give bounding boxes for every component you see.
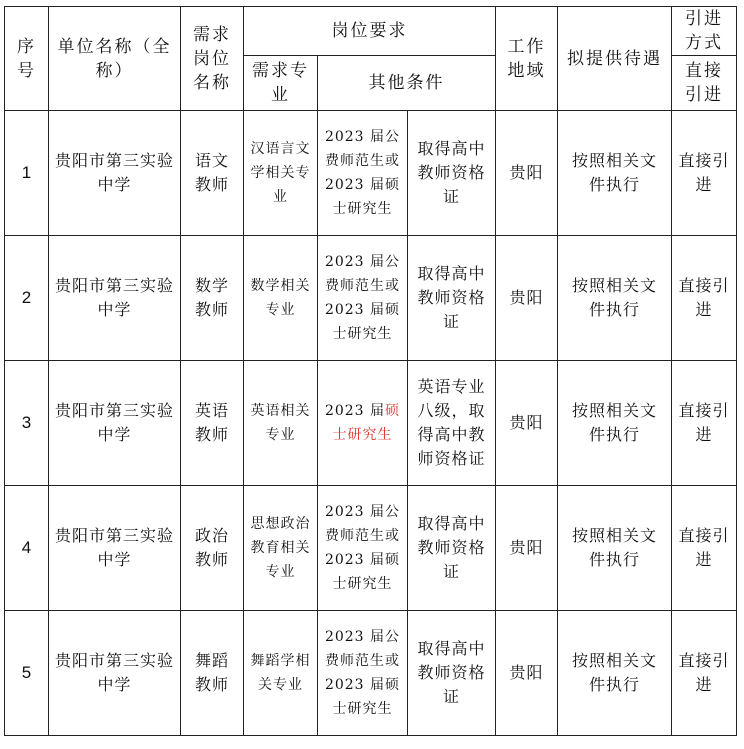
table-row bbox=[5, 361, 737, 486]
cell-method: 直接引进 bbox=[672, 486, 737, 611]
cell-major: 舞蹈学相关专业 bbox=[244, 611, 318, 736]
cell-position: 政治教师 bbox=[181, 486, 244, 611]
cell-position: 舞蹈教师 bbox=[181, 611, 244, 736]
cell-location: 贵阳 bbox=[496, 486, 558, 611]
cell-unit: 贵阳市第三实验中学 bbox=[49, 111, 181, 236]
header-treatment: 拟提供待遇 bbox=[558, 7, 672, 111]
cell-seq: 2 bbox=[5, 236, 49, 361]
condition-a-highlight: 硕士研究生 bbox=[332, 403, 401, 443]
cell-treatment: 按照相关文件执行 bbox=[558, 111, 672, 236]
header-other: 其他条件 bbox=[318, 56, 496, 111]
header-requirements: 岗位要求 bbox=[244, 7, 496, 56]
condition-a-prefix: 2023 届 bbox=[324, 403, 386, 419]
table-row bbox=[5, 236, 737, 361]
cell-condition-b: 取得高中教师资格证 bbox=[408, 486, 496, 611]
cell-method: 直接引进 bbox=[672, 111, 737, 236]
cell-unit: 贵阳市第三实验中学 bbox=[49, 361, 181, 486]
cell-treatment: 按照相关文件执行 bbox=[558, 611, 672, 736]
cell-position: 数学教师 bbox=[181, 236, 244, 361]
header-method: 引进方式 bbox=[672, 7, 737, 56]
cell-location: 贵阳 bbox=[496, 111, 558, 236]
cell-position: 语文教师 bbox=[181, 111, 244, 236]
cell-treatment: 按照相关文件执行 bbox=[558, 236, 672, 361]
cell-seq: 3 bbox=[5, 361, 49, 486]
cell-condition-a: 2023 届公费师范生或 2023 届硕士研究生 bbox=[318, 236, 408, 361]
table-row bbox=[5, 111, 737, 236]
cell-condition-a: 2023 届公费师范生或 2023 届硕士研究生 bbox=[318, 486, 408, 611]
cell-seq: 4 bbox=[5, 486, 49, 611]
cell-condition-a bbox=[318, 361, 408, 486]
cell-condition-b: 取得高中教师资格证 bbox=[408, 611, 496, 736]
table-row bbox=[5, 611, 737, 736]
cell-location: 贵阳 bbox=[496, 361, 558, 486]
header-method-sub: 直接引进 bbox=[672, 56, 737, 111]
cell-location: 贵阳 bbox=[496, 611, 558, 736]
cell-seq: 5 bbox=[5, 611, 49, 736]
cell-unit: 贵阳市第三实验中学 bbox=[49, 486, 181, 611]
cell-major: 数学相关专业 bbox=[244, 236, 318, 361]
cell-unit: 贵阳市第三实验中学 bbox=[49, 611, 181, 736]
cell-condition-a: 2023 届公费师范生或 2023 届硕士研究生 bbox=[318, 611, 408, 736]
header-location: 工作地域 bbox=[496, 7, 558, 111]
header-major: 需求专业 bbox=[244, 56, 318, 111]
cell-condition-b: 英语专业八级，取得高中教师资格证 bbox=[408, 361, 496, 486]
header-row-1 bbox=[5, 7, 737, 56]
header-seq: 序号 bbox=[5, 7, 49, 111]
cell-method: 直接引进 bbox=[672, 236, 737, 361]
cell-treatment: 按照相关文件执行 bbox=[558, 361, 672, 486]
cell-position: 英语教师 bbox=[181, 361, 244, 486]
header-position: 需求岗位名称 bbox=[181, 7, 244, 111]
cell-seq: 1 bbox=[5, 111, 49, 236]
recruitment-table bbox=[4, 6, 737, 736]
table-row bbox=[5, 486, 737, 611]
cell-major: 汉语言文学相关专业 bbox=[244, 111, 318, 236]
cell-condition-a: 2023 届公费师范生或 2023 届硕士研究生 bbox=[318, 111, 408, 236]
cell-major: 思想政治教育相关专业 bbox=[244, 486, 318, 611]
cell-location: 贵阳 bbox=[496, 236, 558, 361]
cell-method: 直接引进 bbox=[672, 611, 737, 736]
cell-major: 英语相关专业 bbox=[244, 361, 318, 486]
cell-condition-b: 取得高中教师资格证 bbox=[408, 236, 496, 361]
cell-condition-b: 取得高中教师资格证 bbox=[408, 111, 496, 236]
cell-unit: 贵阳市第三实验中学 bbox=[49, 236, 181, 361]
header-unit: 单位名称（全称） bbox=[49, 7, 181, 111]
cell-method: 直接引进 bbox=[672, 361, 737, 486]
cell-treatment: 按照相关文件执行 bbox=[558, 486, 672, 611]
